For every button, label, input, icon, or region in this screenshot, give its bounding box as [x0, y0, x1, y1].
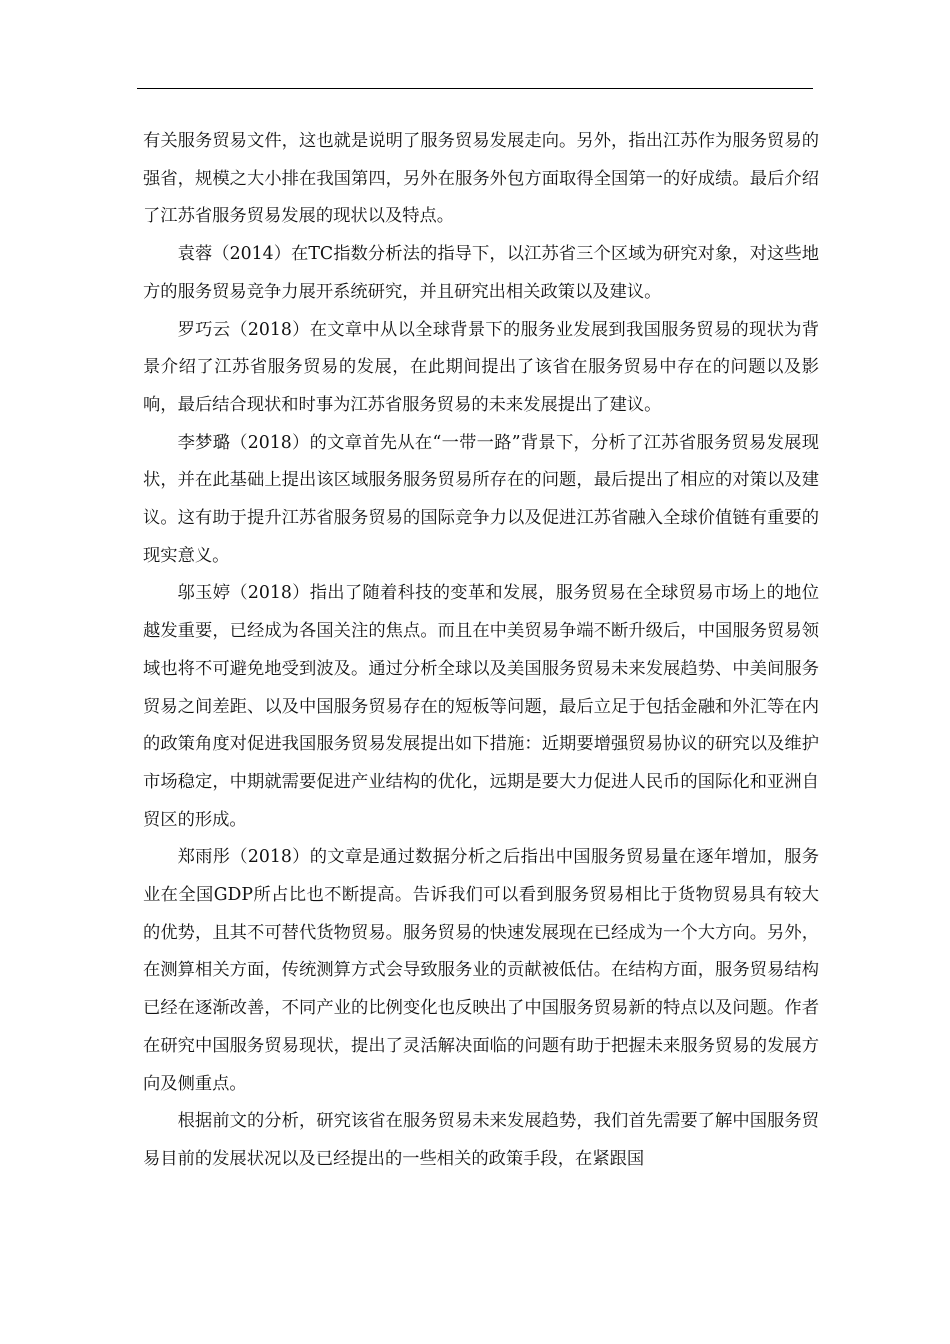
paragraph-3: 罗巧云（2018）在文章中从以全球背景下的服务业发展到我国服务贸易的现状为背景介绍了江苏省服务贸易的发展，在此期间提出了该省在服务贸易中存在的问题以及影响，最后结合现状和时事为江苏省服务贸易的未来发展提出了建议。: [143, 319, 819, 415]
paragraph-7: 根据前文的分析，研究该省在服务贸易未来发展趋势，我们首先需要了解中国服务贸易目前的发展状况以及已经提出的一些相关的政策手段，在紧跟国: [143, 1111, 819, 1169]
paragraph-4: 李梦璐（2018）的文章首先从在“一带一路”背景下，分析了江苏省服务贸易发展现状，并在此基础上提出该区域服务服务贸易所存在的问题，最后提出了相应的对策以及建议。这有助于提升江苏省服务贸易的国际竞争力以及促进江苏省融入全球价值链有重要的现实意义。: [143, 432, 819, 566]
header-rule: [137, 88, 813, 89]
paragraph-5: 邬玉婷（2018）指出了随着科技的变革和发展，服务贸易在全球贸易市场上的地位越发重要，已经成为各国关注的焦点。而且在中美贸易争端不断升级后，中国服务贸易领域也将不可避免地受到波及。通过分析全球以及美国服务贸易未来发展趋势、中美间服务贸易之间差距、以及中国服务贸易存在的短板等问题，最后立足于包括金融和外汇等在内的政策角度对促进我国服务贸易发展提出如下措施：近期要增强贸易协议的研究以及维护市场稳定，中期就需要促进产业结构的优化，远期是要大力促进人民币的国际化和亚洲自贸区的形成。: [143, 583, 819, 830]
paragraph-6: 郑雨彤（2018）的文章是通过数据分析之后指出中国服务贸易量在逐年增加，服务业在全国GDP所占比也不断提高。告诉我们可以看到服务贸易相比于货物贸易具有较大的优势，且其不可替代货物贸易。服务贸易的快速发展现在已经成为一个大方向。另外，在测算相关方面，传统测算方式会导致服务业的贡献被低估。在结构方面，服务贸易结构已经在逐渐改善，不同产业的比例变化也反映出了中国服务贸易新的特点以及问题。作者在研究中国服务贸易现状，提出了灵活解决面临的问题有助于把握未来服务贸易的发展方向及侧重点。: [143, 847, 819, 1094]
document-body: [143, 123, 819, 1179]
paragraph-1: 有关服务贸易文件，这也就是说明了服务贸易发展走向。另外，指出江苏作为服务贸易的强省，规模之大小排在我国第四，另外在服务外包方面取得全国第一的好成绩。最后介绍了江苏省服务贸易发展的现状以及特点。: [143, 131, 819, 227]
paragraph-2: 袁蓉（2014）在TC指数分析法的指导下，以江苏省三个区域为研究对象，对这些地方的服务贸易竞争力展开系统研究，并且研究出相关政策以及建议。: [143, 244, 819, 302]
